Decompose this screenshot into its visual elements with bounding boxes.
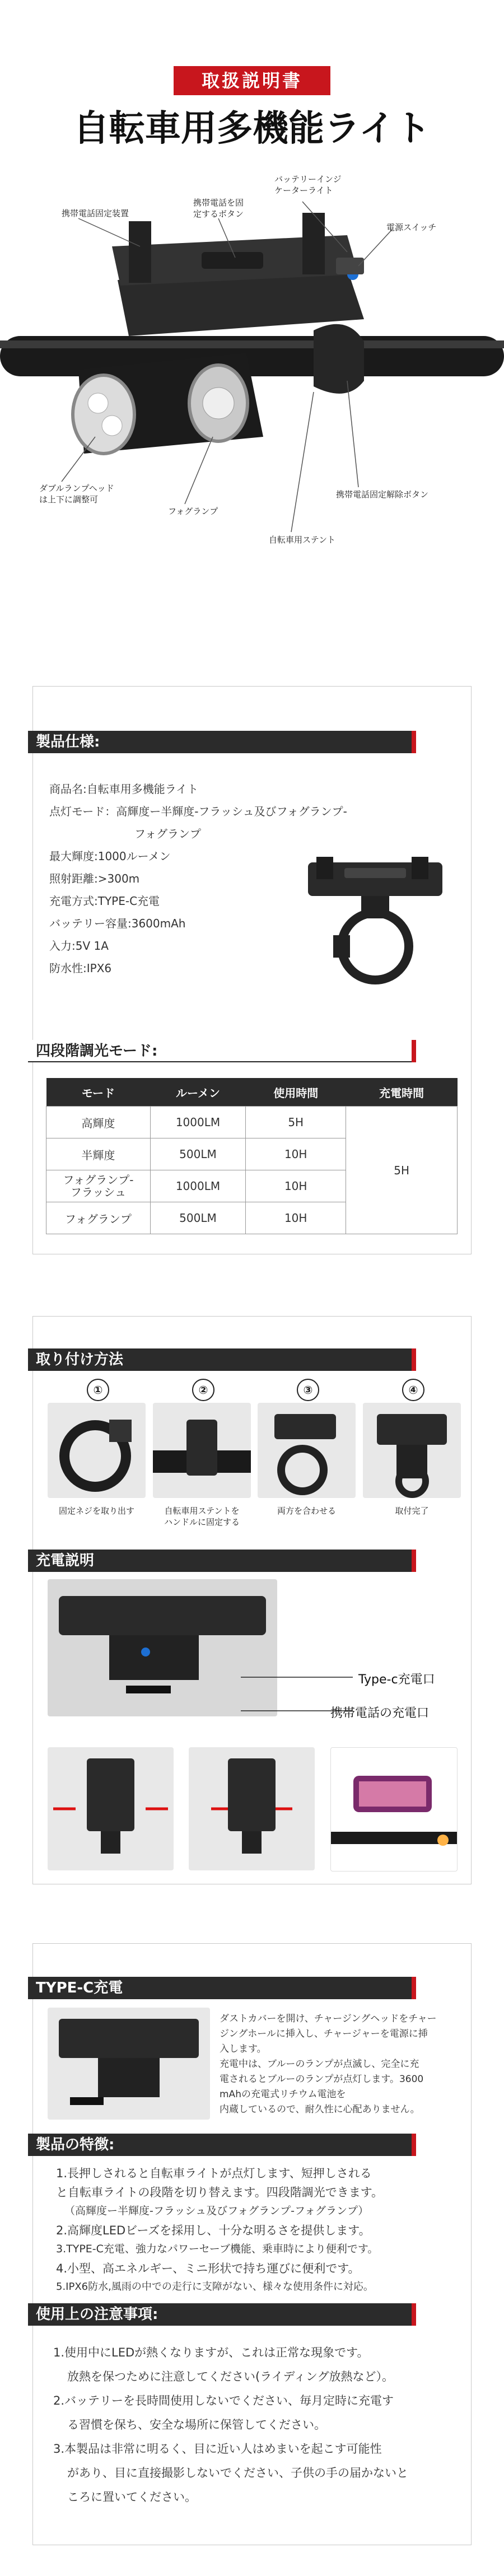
step-number: ③ [297, 1379, 319, 1401]
spec-line: 最大輝度:1000ルーメン [49, 850, 171, 863]
cell-mode: 高輝度 [46, 1107, 151, 1138]
cell-mode: フォグランプ- フラッシュ [46, 1170, 151, 1202]
cell-time: 10H [246, 1202, 346, 1234]
feature-line: 5.IPX6防水,風雨の中での走行に支障がない、様々な使用条件に対応。 [56, 2281, 374, 2293]
callout-power-switch: 電源スイッチ [386, 222, 437, 232]
label-typec-port: Type-c充電口 [358, 1673, 435, 1687]
cell-charge: 5H [346, 1107, 458, 1234]
note-line: る習慣を保ち、安全な場所に保管してください。 [67, 2418, 326, 2432]
callout-double-lamp: ダブルランプヘッド は上下に調整可 [39, 483, 114, 505]
typec-desc: 充電中は、ブルーのランプが点滅し、完全に充 [220, 2059, 419, 2070]
step-photo-3 [258, 1403, 356, 1498]
note-line: 放熱を保つために注意してください(ライディング放熱など）。 [67, 2370, 394, 2383]
table-row [46, 1107, 458, 1138]
note-line: ころに置いてください。 [67, 2490, 197, 2504]
callout-release-button: 携帯電話固定解除ボタン [336, 489, 429, 500]
charge-photo-3 [330, 1747, 458, 1872]
note-line: 3.本製品は非常に明るく、目に近い人はめまいを起こす可能性 [53, 2442, 382, 2456]
callout-bike-stand: 自転車用ステント [269, 535, 335, 545]
step-photo-1 [48, 1403, 146, 1498]
step-photo-2 [153, 1403, 251, 1498]
features-heading: 製品の特徴: [28, 2134, 412, 2156]
step-caption: 両方を合わせる [277, 1506, 336, 1516]
step-number: ① [87, 1379, 109, 1401]
cell-lumen: 500LM [150, 1202, 245, 1234]
cell-mode: 半輝度 [46, 1138, 151, 1170]
step-number: ② [192, 1379, 214, 1401]
cell-time: 10H [246, 1170, 346, 1202]
note-line: 2.バッテリーを長時間使用しないでください、毎月定時に充電す [53, 2394, 394, 2407]
typec-desc: ジングホールに挿入し、チャージャーを電源に挿 [220, 2028, 428, 2040]
callout-battery-indicator: バッテリーインジ ケーターライト [274, 174, 342, 195]
step-caption: 固定ネジを取り出す [58, 1506, 134, 1516]
note-line: があり、目に直接撮影しないでください、子供の手の届かないと [67, 2466, 408, 2480]
typec-desc: ダストカバーを開け、チャージングヘッドをチャー [220, 2013, 437, 2024]
spec-line: 充電方式:TYPE-C充電 [49, 894, 160, 908]
feature-line: 1.長押しされると自転車ライトが点灯します、短押しされる [56, 2167, 372, 2180]
feature-line: 2.高輝度LEDビーズを採用し、十分な明るさを提供します。 [56, 2224, 371, 2237]
charge-photo-2 [189, 1747, 315, 1870]
cell-time: 5H [246, 1107, 346, 1138]
cell-lumen: 1000LM [150, 1170, 245, 1202]
col-header: 使用時間 [246, 1078, 346, 1107]
modes-heading: 四段階調光モード: [28, 1040, 412, 1062]
label-phone-port: 携帯電話の充電口 [330, 1706, 430, 1720]
spec-line: バッテリー容量:3600mAh [49, 917, 186, 930]
col-header: モード [46, 1078, 151, 1107]
hero-section [0, 0, 504, 627]
typec-desc: 電されるとブルーのランプが点灯します。3600 [220, 2074, 424, 2085]
spec-line: 入力:5V 1A [49, 939, 109, 953]
specs-heading: 製品仕様: [28, 731, 412, 753]
col-header: ルーメン [150, 1078, 245, 1107]
typec-photo [48, 2008, 210, 2120]
typec-heading: TYPE-C充電 [28, 1977, 412, 1999]
callout-fog-lamp: フォグランプ [168, 506, 218, 516]
modes-table [46, 1078, 458, 1234]
spec-line: 商品名:自転車用多機能ライト [49, 782, 199, 796]
feature-line: （高輝度ー半輝度-フラッシュ及びフォグランプ-フォグランプ） [64, 2205, 369, 2217]
spec-line: 点灯モード：高輝度ー半輝度-フラッシュ及びフォグランプ- [49, 805, 347, 818]
feature-line: と自転車ライトの段階を切り替えます。四段階調光できます。 [56, 2186, 384, 2199]
step-photo-4 [363, 1403, 461, 1498]
install-heading: 取り付け方法 [28, 1348, 412, 1371]
callout-fix-button: 携帯電話を固 定するボタン [193, 198, 244, 219]
product-side-image [300, 851, 451, 991]
callout-phone-holder: 携帯電話固定装置 [62, 208, 129, 218]
page-title: 自転車用多機能ライト [73, 108, 431, 150]
spec-line: 防水性:IPX6 [49, 962, 112, 975]
note-line: 1.使用中にLEDが熱くなりますが、これは正常な現象です。 [53, 2346, 369, 2359]
typec-desc: 入します。 [220, 2043, 267, 2055]
charging-heading: 充電説明 [28, 1550, 412, 1572]
spec-line: 照射距離:>300m [49, 872, 140, 885]
step-number: ④ [402, 1379, 424, 1401]
typec-desc: 内蔵しているので、耐久性に心配ありません。 [220, 2104, 420, 2115]
charge-photo-1 [48, 1747, 174, 1870]
typec-desc: mAhの充電式リチウム電池を [220, 2089, 346, 2100]
cell-lumen: 500LM [150, 1138, 245, 1170]
feature-line: 4.小型、高エネルギー、ミニ形状で持ち運びに便利です。 [56, 2262, 360, 2275]
cell-time: 10H [246, 1138, 346, 1170]
cell-mode: フォグランプ [46, 1202, 151, 1234]
step-caption: 自転車用ステントを ハンドルに固定する [164, 1506, 240, 1527]
notes-heading: 使用上の注意事項: [28, 2303, 412, 2326]
spec-line: フォグランプ [134, 827, 201, 841]
manual-badge-text: 取扱説明書 [201, 70, 302, 91]
step-caption: 取付完了 [395, 1506, 429, 1516]
feature-line: 3.TYPE-C充電、強力なパワーセーブ機能、乗車時により便利です。 [56, 2243, 379, 2255]
cell-lumen: 1000LM [150, 1107, 245, 1138]
col-header: 充電時間 [346, 1078, 458, 1107]
